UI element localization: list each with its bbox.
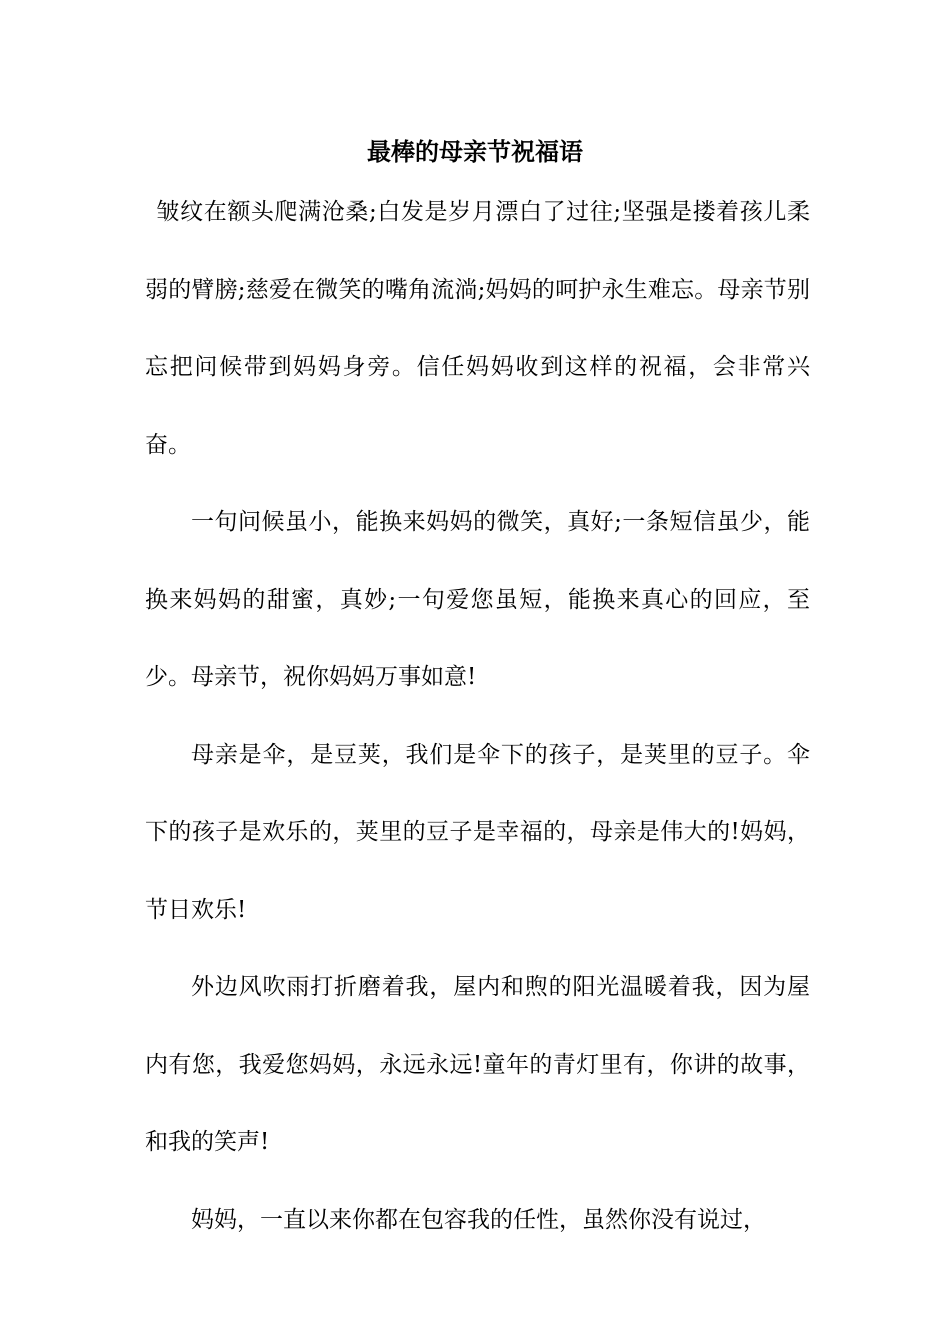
paragraph-2: 一句问候虽小，能换来妈妈的微笑，真好;一条短信虽少，能换来妈妈的甜蜜，真妙;一句爱您虽短，能换来真心的回应，至少。母亲节，祝你妈妈万事如意! [145, 509, 810, 690]
paragraph-3: 母亲是伞，是豆荚，我们是伞下的孩子，是荚里的豆子。伞下的孩子是欢乐的，荚里的豆子是幸福的，母亲是伟大的!妈妈，节日欢乐! [145, 741, 810, 923]
paragraph-5: 妈妈，一直以来你都在包容我的任性，虽然你没有说过， [191, 1206, 766, 1233]
paragraph-4: 外边风吹雨打折磨着我，屋内和煦的阳光温暖着我，因为屋内有您，我爱您妈妈，永远永远!童年的青灯里有，你讲的故事，和我的笑声! [145, 974, 810, 1155]
document-body [145, 174, 810, 1259]
paragraph-1: 皱纹在额头爬满沧桑;白发是岁月漂白了过往;坚强是搂着孩儿柔弱的臂膀;慈爱在微笑的嘴角流淌;妈妈的呵护永生难忘。母亲节别忘把问候带到妈妈身旁。信任妈妈收到这样的祝福，会非常兴奋。 [145, 199, 810, 458]
document-title: 最棒的母亲节祝福语 [367, 137, 583, 166]
